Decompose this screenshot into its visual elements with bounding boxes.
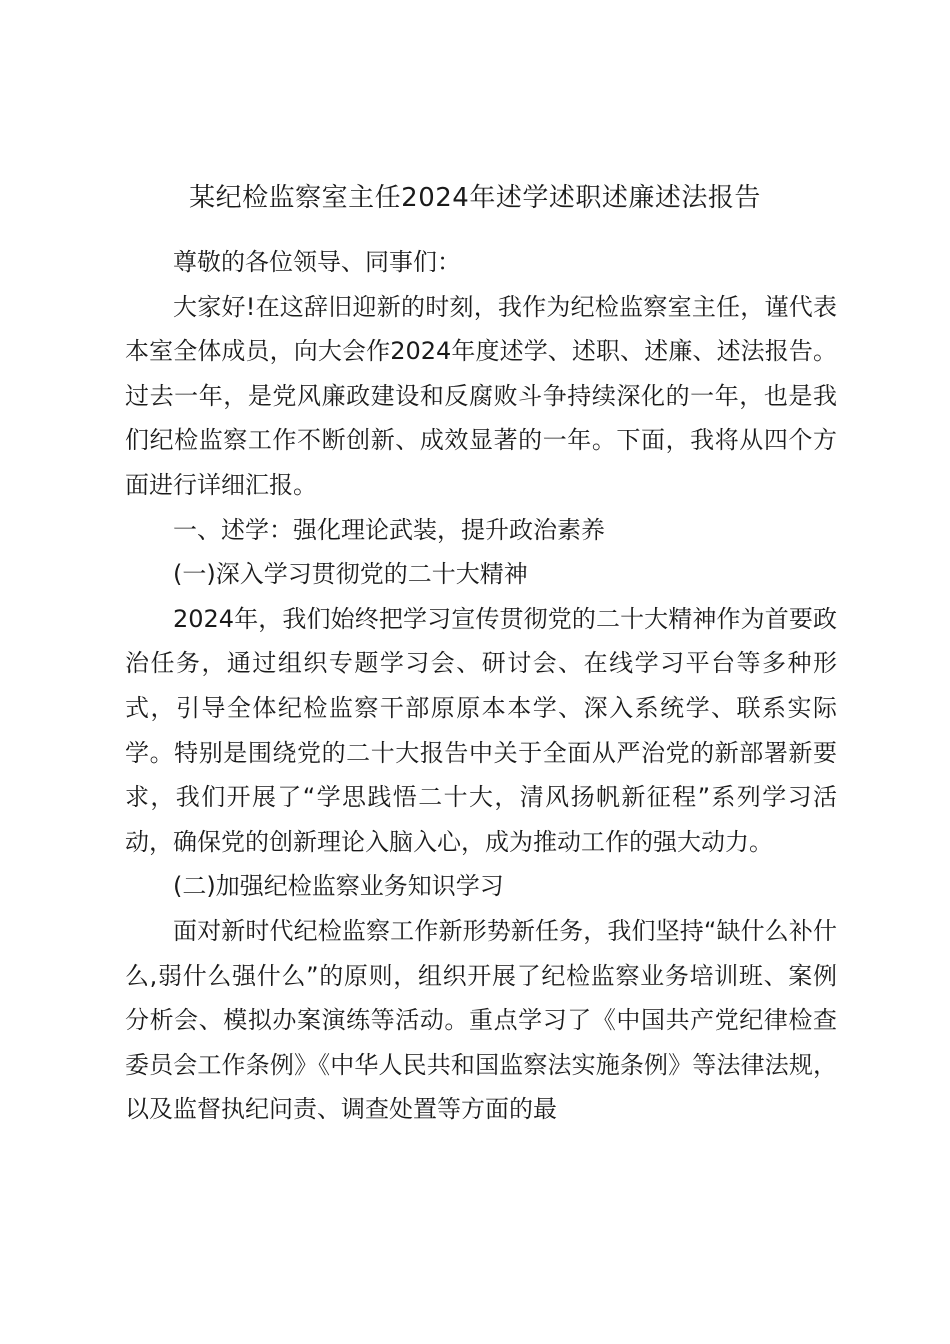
salutation: 尊敬的各位领导、同事们：	[173, 248, 461, 276]
section-heading-1: 一、述学：强化理论武装，提升政治素养	[173, 515, 605, 544]
subsection-heading-1: (一)深入学习贯彻党的二十大精神	[173, 560, 528, 589]
document-body	[125, 240, 837, 1132]
paragraph-business-study: 面对新时代纪检监察工作新形势新任务，我们坚持“缺什么补什么,弱什么强什么”的原则，组织开展了纪检监察业务培训班、案例分析会、模拟办案演练等活动。重点学习了《中国共产党纪律检查委员会工作条例》《中华人民共和国监察法实施条例》等法律法规，以及监督执纪问责、调查处置等方面的最	[125, 916, 837, 1124]
paragraph-intro: 大家好!在这辞旧迎新的时刻，我作为纪检监察室主任，谨代表本室全体成员，向大会作2024年度述学、述职、述廉、述法报告。过去一年，是党风廉政建设和反腐败斗争持续深化的一年，也是我们纪检监察工作不断创新、成效显著的一年。下面，我将从四个方面进行详细汇报。	[125, 292, 837, 499]
subsection-heading-2: (二)加强纪检监察业务知识学习	[173, 872, 504, 901]
document-title: 某纪检监察室主任2024年述学述职述廉述法报告	[189, 183, 761, 213]
paragraph-study-spirit: 2024年，我们始终把学习宣传贯彻党的二十大精神作为首要政治任务，通过组织专题学习会、研讨会、在线学习平台等多种形式，引导全体纪检监察干部原原本本学、深入系统学、联系实际学。特别是围绕党的二十大报告中关于全面从严治党的新部署新要求，我们开展了“学思践悟二十大，清风扬帆新征程”系列学习活动，确保党的创新理论入脑入心，成为推动工作的强大动力。	[125, 604, 837, 856]
